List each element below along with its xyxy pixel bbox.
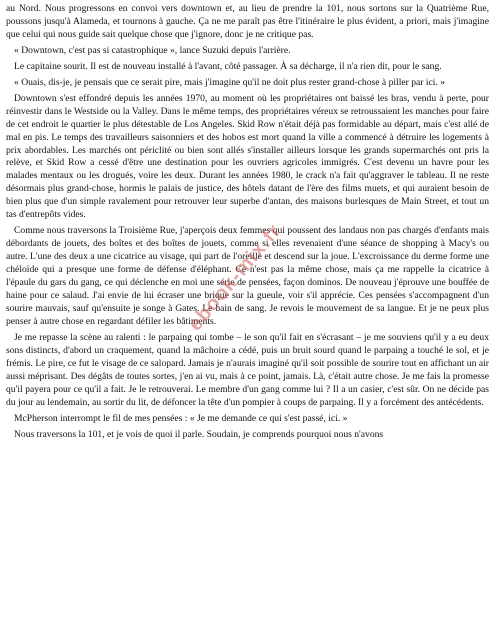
paragraph-7: Je me repasse la scène au ralenti : le parpaing qui tombe – le son qu'il fait en s'écrasant – je me souviens qu'il y a eu deux sons distincts, d'abord un craquement, quand la mâchoire a cédé, puis un bruit sourd quand le parpaing a touché le sol, et je frémis. Le pire, ce fut le visage de ce salopard. Jamais je n'aurais imaginé qu'il soit possible de sourire tout en affichant un air aussi méprisant. Des dégâts de toutes sortes, j'en ai vu, mais à ce point, jamais. Là, c'était autre chose. Je me fais la promesse qu'il payera pour ce qu'il a fait. Je le retrouverai. Le membre d'un gang comme lui ? Il a un casier, c'est sûr. On ne décide pas du jour au lendemain, au sortir du lit, de défoncer la tête d'un pompier à coups de parpaing. Il y a forcément des antécédents. [6, 331, 489, 408]
paragraph-8: McPherson interrompt le fil de mes pensées : « Je me demande ce qui s'est passé, ici. » [14, 412, 348, 424]
paragraph-3: Le capitaine sourit. Il est de nouveau installé à l'avant, côté passager. À sa décharge, il n'a rien dit, pour le sang. [14, 60, 442, 72]
paragraph-1: au Nord. Nous progressons en convoi vers downtown et, au lieu de prendre la 101, nous sortons sur la Quatrième Rue, poussons jusqu'à Alameda, et tournons à gauche. Ça ne me paraît pas être l'itinéraire le plus évident, a priori, mais j'imagine que celui qui nous guide sait quelque chose que j'ignore, donc je ne critique pas. [6, 3, 489, 40]
paragraph-5: Downtown s'est effondré depuis les années 1970, au moment où les propriétaires ont baissé les bras, vendu à perte, pour réinvestir dans le Westside ou la Valley. Dans le même temps, des propriétaires véreux se retroussaient les manches pour faire de cet endroit le quartier le plus détestable de Los Angeles. Skid Row n'était déjà pas formidable au départ, mais c'est allé de mal en pis. Le temps des travailleurs saisonniers et des hobos est mort quand la ville a commencé à détruire les logements à prix abordables. Les marchés ont périclité ou bien sont allés s'installer ailleurs lorsque les grands supermarchés ont pris la relève, et Skid Row a cessé d'être une destination pour les ouvriers agricoles immigrés. C'est devenu un havre pour les malades mentaux ou les drogués, voire les deux. Durant les années 1980, le crack n'a fait qu'aggraver le tableau. Il ne reste désormais plus grand-chose, hormis le palais de justice, des hôtels datant de l'ère des films muets, et qui auraient besoin de bien plus que d'un simple ravalement pour retrouver leur superbe d'antan, des maisons burlesques de Main Street, et tout un tas d'entrepôts vides. [6, 92, 489, 221]
paragraph-4: « Ouais, dis-je, je pensais que ce serait pire, mais j'imagine qu'il ne doit plus rester grand-chose à piller par ici. » [14, 76, 446, 88]
document-page [6, 3, 489, 638]
paragraph-9: Nous traversons la 101, et je vois de quoi il parle. Soudain, je comprends pourquoi nous n'avons [14, 428, 384, 440]
watermark: ebook-mix.fr [184, 219, 286, 336]
paragraph-6: Comme nous traversons la Troisième Rue, j'aperçois deux femmes qui poussent des landaus non pas chargés d'enfants mais débordants de jouets, des boîtes et des boîtes de jouets, comme si elles revenaient d'une séance de shopping à Macy's ou autre. L'une des deux a une cicatrice au visage, qui part de l'oreille et descend sur la joue. L'excroissance du derme forme une chéloïde qui a presque une forme de défense d'éléphant. Ce n'est pas la même chose, mais ça me rappelle la cicatrice à l'épaule du gars du gang, ce qui déclenche en moi une série de pensées, façon dominos. De nouveau j'éprouve une bouffée de haine pour ce salaud. J'ai envie de lui écraser une brique sur la gueule, voir s'il apprécie. Ces pensées s'accompagnent d'un sourire mauvais, sauf qu'ensuite je songe à Gates. Le bain de sang. Je revois le mouvement de sa langue. Et je ne peux plus penser à autre chose en regardant défiler les bâtiments. [6, 225, 489, 327]
paragraph-2: « Downtown, c'est pas si catastrophique », lance Suzuki depuis l'arrière. [14, 44, 291, 56]
